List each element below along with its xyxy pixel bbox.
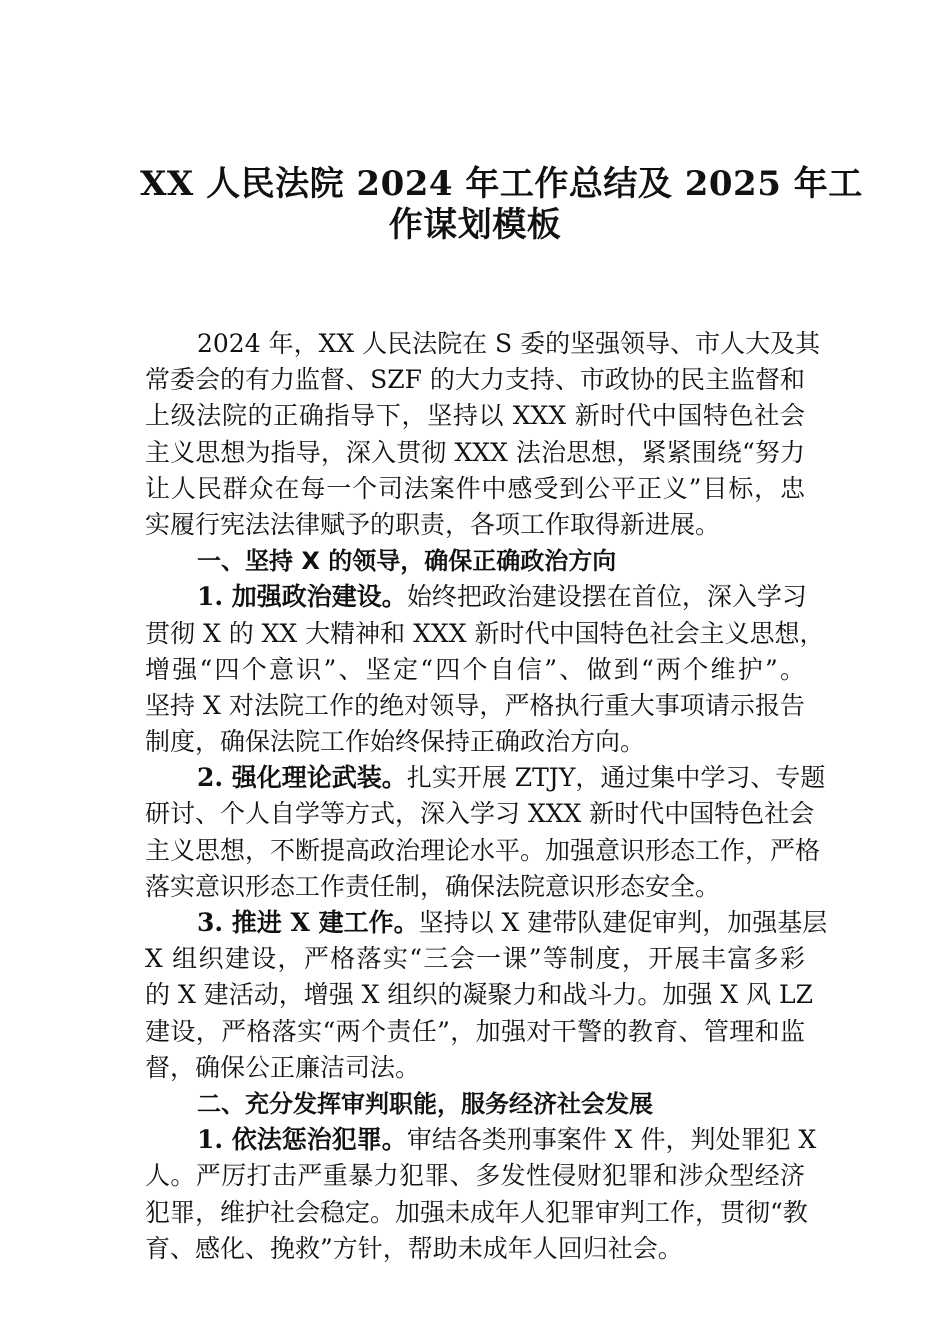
section-1-item-1-first-line xyxy=(145,579,805,615)
item-text: 坚持以 X 建带队建促审判，加强基层 xyxy=(418,908,828,937)
section-2-item-1-line: 人。严厉打击严重暴力犯罪、多发性侵财犯罪和涉众型经济 xyxy=(145,1161,805,1191)
document-title-line-1: XX 人民法院 2024 年工作总结及 2025 年工 xyxy=(140,164,863,204)
intro-line: 2024 年，XX 人民法院在 S 委的坚强领导、市人大及其 xyxy=(197,329,821,358)
section-1-item-3-line: X 组织建设，严格落实“三会一课”等制度，开展丰富多彩 xyxy=(145,944,805,974)
section-2-item-1-line: 育、感化、挽救”方针，帮助未成年人回归社会。 xyxy=(145,1233,683,1263)
section-1-heading: 一、坚持 X 的领导，确保正确政治方向 xyxy=(197,547,617,576)
section-2-item-1-line: 犯罪，维护社会稳定。加强未成年人犯罪审判工作，贯彻“教 xyxy=(145,1197,808,1227)
intro-line: 实履行宪法法律赋予的职责，各项工作取得新进展。 xyxy=(145,509,721,539)
section-2-heading: 二、充分发挥审判职能，服务经济社会发展 xyxy=(197,1089,653,1118)
section-1-item-1-line: 增强“四个意识”、坚定“四个自信”、做到“两个维护”。 xyxy=(145,654,805,684)
section-1-item-1-line: 坚持 X 对法院工作的绝对领导，严格执行重大事项请示报告 xyxy=(145,690,805,720)
section-1-item-1-line: 贯彻 X 的 XX 大精神和 XXX 新时代中国特色社会主义思想， xyxy=(145,618,825,648)
section-2-item-1-first-line xyxy=(145,1122,817,1158)
intro-line: 主义思想为指导，深入贯彻 XXX 法治思想，紧紧围绕“努力 xyxy=(145,437,805,467)
section-1-item-2-first-line xyxy=(145,760,826,796)
section-1-item-2-line: 研讨、个人自学等方式，深入学习 XXX 新时代中国特色社会 xyxy=(145,799,815,829)
item-text: 始终把政治建设摆在首位，深入学习 xyxy=(406,582,807,612)
section-1-item-3-line: 建设，严格落实“两个责任”，加强对干警的教育、管理和监 xyxy=(145,1016,805,1046)
section-1-item-3-first-line xyxy=(145,905,828,941)
intro-line: 让人民群众在每一个司法案件中感受到公平正义”目标，忠 xyxy=(145,473,805,503)
section-1-item-3-line: 的 X 建活动，增强 X 组织的凝聚力和战斗力。加强 X 风 LZ xyxy=(145,980,813,1010)
section-1-item-2-line: 主义思想，不断提高政治理论水平。加强意识形态工作，严格 xyxy=(145,835,821,865)
intro-line: 常委会的有力监督、SZF 的大力支持、市政协的民主监督和 xyxy=(145,365,805,395)
item-text: 审结各类刑事案件 X 件，判处罪犯 X xyxy=(406,1125,817,1155)
section-1-item-1-line: 制度，确保法院工作始终保持正确政治方向。 xyxy=(145,727,646,757)
section-1-item-2-line: 落实意识形态工作责任制，确保法院意识形态安全。 xyxy=(145,871,721,901)
section-1-item-3-line: 督，确保公正廉洁司法。 xyxy=(145,1052,421,1082)
item-text: 扎实开展 ZTJY，通过集中学习、专题 xyxy=(406,763,826,793)
item-lead: 3. 推进 X 建工作。 xyxy=(197,908,419,937)
document-title-line-2: 作谋划模板 xyxy=(388,205,562,245)
item-lead: 1. 加强政治建设。 xyxy=(197,582,407,612)
item-lead: 1. 依法惩治犯罪。 xyxy=(197,1125,407,1155)
document-body xyxy=(145,326,828,1267)
intro-line: 上级法院的正确指导下，坚持以 XXX 新时代中国特色社会 xyxy=(145,401,805,431)
item-lead: 2. 强化理论武装。 xyxy=(197,763,407,793)
